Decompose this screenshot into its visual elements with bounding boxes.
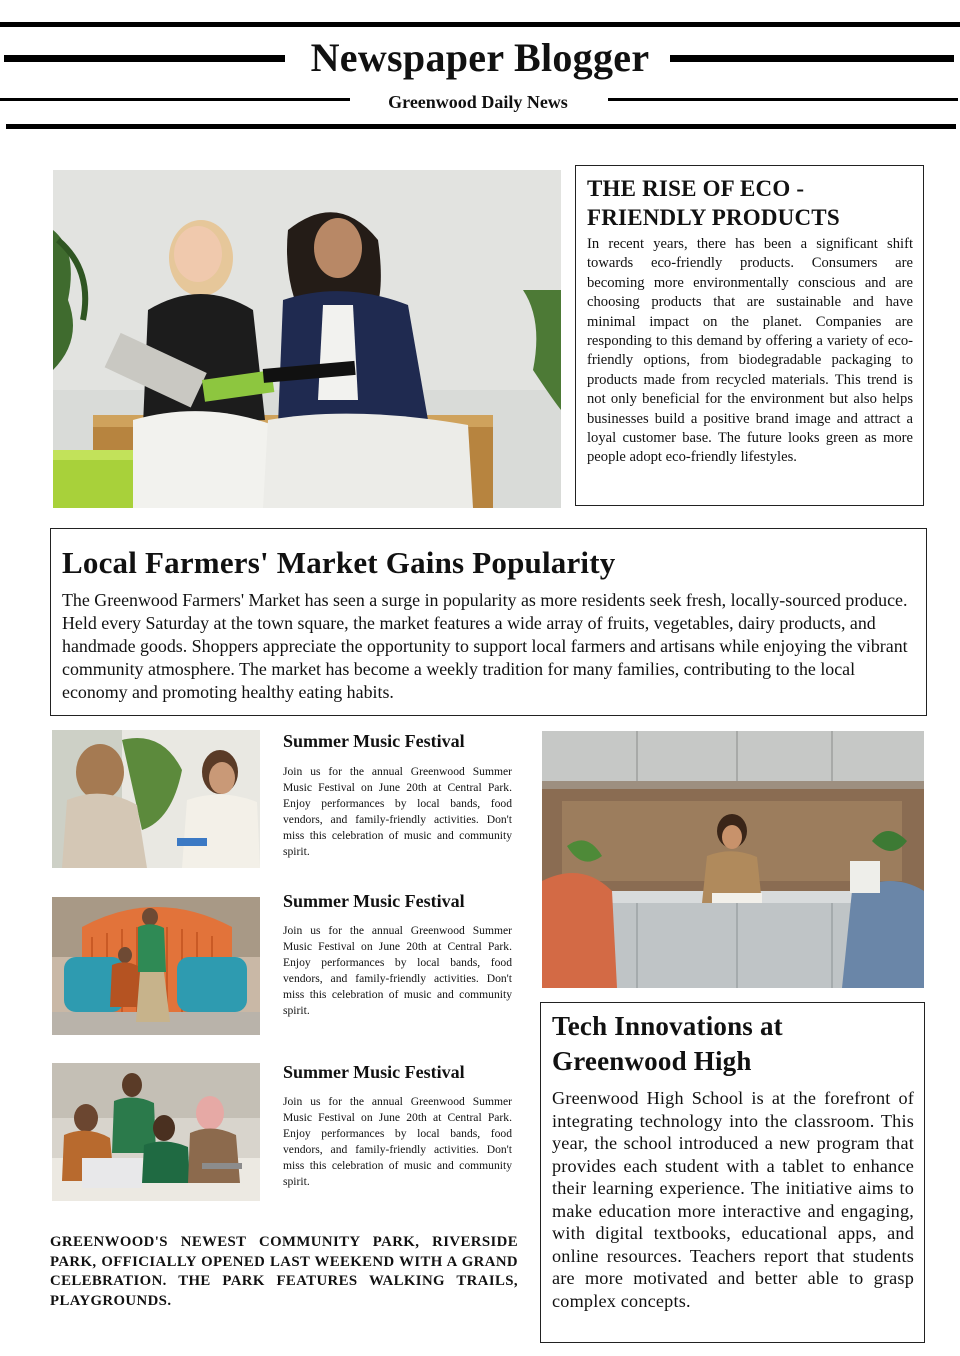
- festival-photo-3: [52, 1063, 260, 1201]
- market-article-headline: Local Farmers' Market Gains Popularity: [62, 545, 616, 580]
- masthead-subtitle: Greenwood Daily News: [388, 92, 568, 112]
- park-brief: GREENWOOD'S NEWEST COMMUNITY PARK, RIVERSIDE PARK, OFFICIALLY OPENED LAST WEEKEND WITH A GRAND CELEBRATION. THE PARK FEATURES WALKING TRAILS, PLAYGROUNDS.: [50, 1234, 518, 1309]
- masthead-top-rule: [0, 22, 960, 27]
- festival-body-1: Join us for the annual Greenwood Summer Music Festival on June 20th at Central Park. Enjoy performances by local bands, food vendors, and family-friendly activities. Don't miss this celebration of music and community spirit.: [283, 765, 512, 858]
- festival-body-3: Join us for the annual Greenwood Summer Music Festival on June 20th at Central Park. Enjoy performances by local bands, food vendors, and family-friendly activities. Don't miss this celebration of music and community spirit.: [283, 1095, 512, 1188]
- eco-article-photo: [53, 170, 561, 508]
- eco-article-box: [575, 165, 924, 506]
- masthead-title: Newspaper Blogger: [310, 35, 650, 80]
- tech-article-box: [540, 1002, 925, 1343]
- tech-article-body: Greenwood High School is at the forefront of integrating technology into the classroom. This year, the school introduced a new program that provides each student with a tablet to enhance their learning experience. The initiative aims to make education more interactive and engaging, with digital textbooks, educational apps, and online resources. Teachers report that students are more motivated and better able to grasp complex concepts.: [552, 1088, 914, 1311]
- tech-article-photo: [542, 731, 924, 988]
- festival-title-3: Summer Music Festival: [283, 1062, 465, 1082]
- festival-body-2: Join us for the annual Greenwood Summer Music Festival on June 20th at Central Park. Enjoy performances by local bands, food vendors, and family-friendly activities. Don't miss this celebration of music and community spirit.: [283, 924, 512, 1017]
- subtitle-left-rule: [0, 98, 350, 101]
- festival-title-2: Summer Music Festival: [283, 891, 465, 911]
- festival-title-1: Summer Music Festival: [283, 731, 465, 751]
- masthead-bottom-rule: [6, 124, 956, 129]
- festival-photo-1: [52, 730, 260, 868]
- eco-article-headline: THE RISE OF ECO - FRIENDLY PRODUCTS: [587, 176, 840, 230]
- tech-article-headline: Tech Innovations at Greenwood High: [552, 1011, 783, 1076]
- market-article-box: [50, 528, 927, 716]
- subtitle-right-rule: [608, 98, 958, 101]
- masthead-left-rule: [4, 55, 285, 62]
- eco-article-body: In recent years, there has been a significant shift towards eco-friendly products. Consumers are becoming more environmentally conscious and are choosing products that are sustainable and have minimal impact on the planet. Companies are responding to this demand by offering a variety of eco-friendly options, from biodegradable packaging to products made from recycled materials. This trend is not only beneficial for the environment but also helps businesses build a positive brand image and attract a loyal customer base. The future looks green as more people adopt eco-friendly lifestyles.: [587, 236, 913, 466]
- masthead-right-rule: [670, 55, 954, 62]
- market-article-body: The Greenwood Farmers' Market has seen a surge in popularity as more residents seek fresh, locally-sourced produce. Held every Saturday at the town square, the market features a wide array of fruits, vegetables, dairy products, and handmade goods. Shoppers appreciate the opportunity to support local farmers and artisans while enjoying the vibrant community atmosphere. The market has become a weekly tradition for many families, contributing to the local economy and promoting healthy eating habits.: [62, 590, 908, 702]
- festival-photo-2: [52, 897, 260, 1035]
